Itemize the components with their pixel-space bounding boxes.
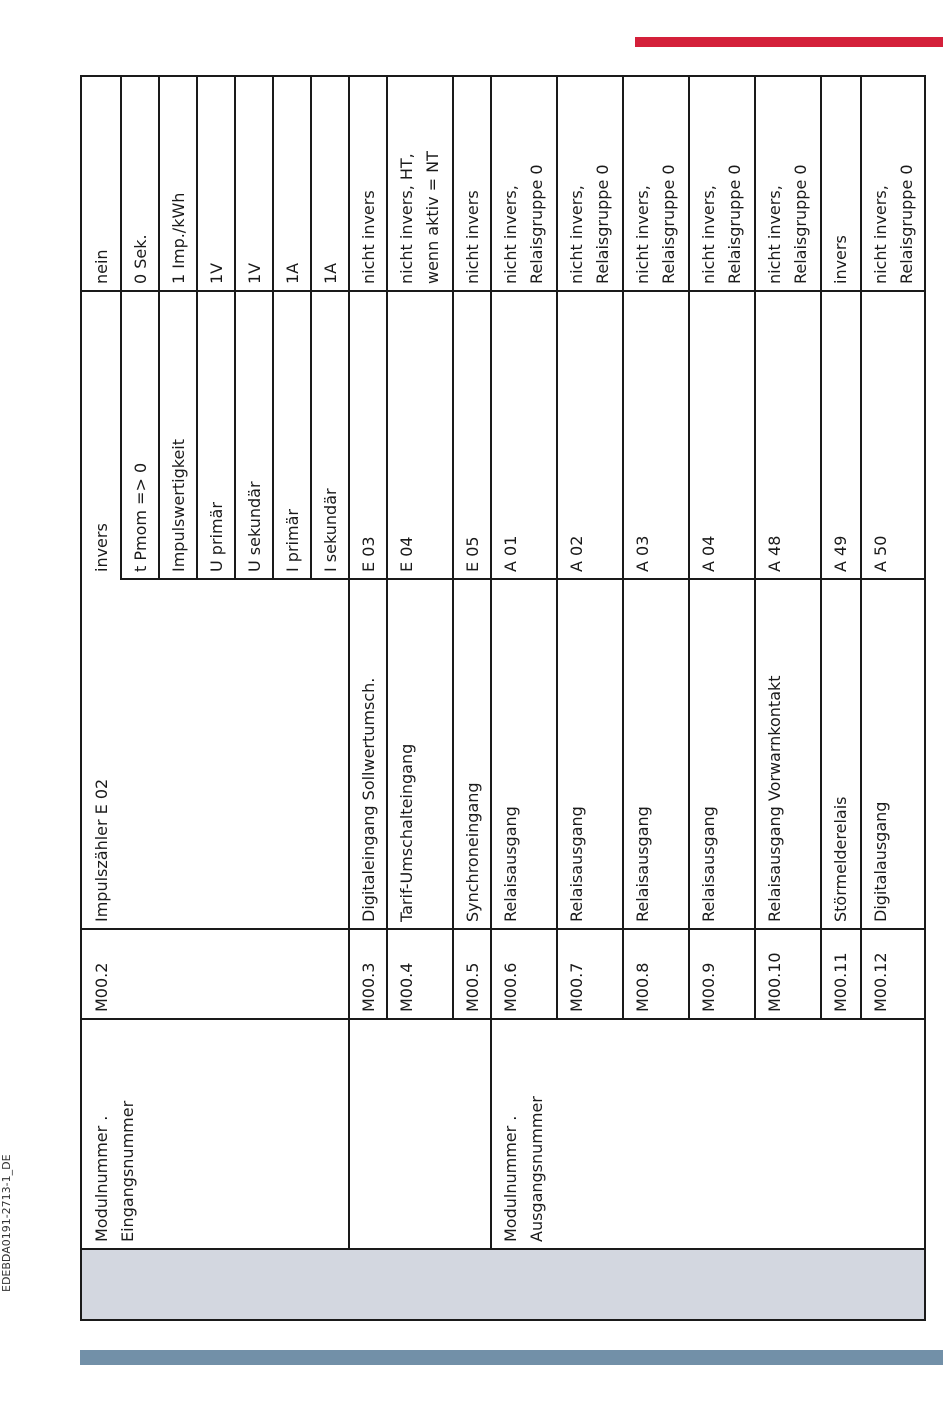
description-cell xyxy=(820,578,860,928)
description-cell-text: Relaisausgang xyxy=(501,806,520,922)
id-cell xyxy=(556,290,622,578)
description-cell xyxy=(452,578,490,928)
id-cell-text: A 48 xyxy=(765,535,784,572)
id-cell-text: A 04 xyxy=(699,535,718,572)
id-cell xyxy=(622,290,688,578)
module-cell-text: M00.2 xyxy=(92,962,111,1012)
module-cell xyxy=(688,928,754,1018)
value-cell xyxy=(310,76,348,290)
id-cell-text: A 02 xyxy=(567,535,586,572)
module-cell xyxy=(348,928,386,1018)
value-cell-text: 1 Imp./kWh xyxy=(169,192,188,284)
value-cell xyxy=(158,76,196,290)
module-cell xyxy=(556,928,622,1018)
header-accent-bar xyxy=(635,37,943,47)
group-label-cell xyxy=(81,1018,490,1248)
module-cell-text: M00.6 xyxy=(501,962,520,1012)
id-cell-text: A 01 xyxy=(501,535,520,572)
description-cell-text: Relaisausgang xyxy=(567,806,586,922)
id-cell xyxy=(120,290,158,578)
value-cell-text: nicht invers, Relaisgruppe 0 xyxy=(765,164,810,284)
value-cell xyxy=(490,76,556,290)
id-cell xyxy=(196,290,234,578)
value-cell-text: nicht invers, HT, wenn aktiv = NT xyxy=(397,151,442,284)
module-cell xyxy=(820,928,860,1018)
id-cell-text: U primär xyxy=(207,502,226,572)
value-cell-text: nicht invers xyxy=(359,190,378,284)
description-cell-text: Störmelderelais xyxy=(831,796,850,922)
id-cell-text: A 03 xyxy=(633,535,652,572)
group-label-cell-text: Modulnummer . Eingangsnummer xyxy=(92,1100,137,1242)
id-cell xyxy=(234,290,272,578)
module-cell xyxy=(81,928,348,1018)
id-cell-text: A 49 xyxy=(831,535,850,572)
module-cell-text: M00.3 xyxy=(359,962,378,1012)
value-cell-text: nicht invers, Relaisgruppe 0 xyxy=(871,164,916,284)
description-cell-text: Relaisausgang xyxy=(633,806,652,922)
id-cell-text: Impulswertigkeit xyxy=(169,438,188,572)
value-cell xyxy=(272,76,310,290)
description-cell-text: Relaisausgang xyxy=(699,806,718,922)
value-cell-text: 1V xyxy=(207,262,226,284)
description-cell xyxy=(622,578,688,928)
id-cell-text: t Pmom => 0 xyxy=(131,462,150,572)
value-cell xyxy=(556,76,622,290)
id-cell xyxy=(386,290,452,578)
description-cell xyxy=(348,578,386,928)
band-line xyxy=(81,1248,924,1250)
value-cell xyxy=(234,76,272,290)
id-cell xyxy=(452,290,490,578)
description-cell-text: Synchroneingang xyxy=(463,782,482,922)
id-cell-text: I primär xyxy=(283,509,302,572)
id-cell xyxy=(754,290,820,578)
description-cell-text: Impulszähler E 02 xyxy=(92,778,111,922)
module-cell-text: M00.10 xyxy=(765,952,784,1012)
description-cell xyxy=(490,578,556,928)
module-cell-text: M00.4 xyxy=(397,962,416,1012)
module-cell xyxy=(386,928,452,1018)
id-cell xyxy=(820,290,860,578)
module-cell xyxy=(452,928,490,1018)
value-cell xyxy=(386,76,452,290)
id-cell xyxy=(272,290,310,578)
module-cell-text: M00.12 xyxy=(871,952,890,1012)
group-label-cell xyxy=(490,1018,924,1248)
module-cell xyxy=(754,928,820,1018)
description-cell xyxy=(556,578,622,928)
id-cell-text: I sekundär xyxy=(321,488,340,572)
module-cell-text: M00.7 xyxy=(567,962,586,1012)
description-cell xyxy=(81,578,348,928)
module-cell-text: M00.8 xyxy=(633,962,652,1012)
value-cell xyxy=(452,76,490,290)
module-cell-text: M00.5 xyxy=(463,962,482,1012)
value-cell-text: 1A xyxy=(283,262,302,284)
id-cell-text: U sekundär xyxy=(245,481,264,572)
value-cell-text: 1A xyxy=(321,262,340,284)
value-cell-text: nein xyxy=(92,249,111,284)
value-cell-text: 1V xyxy=(245,262,264,284)
value-cell-text: nicht invers, Relaisgruppe 0 xyxy=(501,164,546,284)
value-cell xyxy=(754,76,820,290)
value-cell xyxy=(196,76,234,290)
module-cell-text: M00.11 xyxy=(831,952,850,1012)
id-cell-text: E 03 xyxy=(359,536,378,572)
value-cell xyxy=(348,76,386,290)
group-label-cell-text: Modulnummer . Ausgangsnummer xyxy=(501,1096,546,1242)
footer-bar xyxy=(80,1350,943,1365)
value-cell-text: nicht invers, Relaisgruppe 0 xyxy=(633,164,678,284)
value-cell xyxy=(820,76,860,290)
description-cell-text: Relaisausgang Vorwarnkontakt xyxy=(765,675,784,922)
description-cell xyxy=(688,578,754,928)
module-cell-text: M00.9 xyxy=(699,962,718,1012)
description-cell xyxy=(754,578,820,928)
module-cell xyxy=(622,928,688,1018)
description-cell xyxy=(860,578,924,928)
id-cell xyxy=(158,290,196,578)
value-cell-text: invers xyxy=(831,235,850,284)
value-cell-text: nicht invers, Relaisgruppe 0 xyxy=(699,164,744,284)
id-cell-text: E 04 xyxy=(397,536,416,572)
id-cell xyxy=(688,290,754,578)
module-cell xyxy=(490,928,556,1018)
value-cell-text: nicht invers, Relaisgruppe 0 xyxy=(567,164,612,284)
description-cell-text: Tarif-Umschalteingang xyxy=(397,743,416,922)
value-cell-text: 0 Sek. xyxy=(131,234,150,284)
description-cell-text: Digitaleingang Sollwertumsch. xyxy=(359,677,378,922)
description-cell-text: Digitalausgang xyxy=(871,801,890,922)
value-cell xyxy=(688,76,754,290)
id-cell-text: invers xyxy=(92,523,111,572)
description-cell xyxy=(386,578,452,928)
id-cell xyxy=(348,290,386,578)
value-cell xyxy=(622,76,688,290)
id-cell-text: E 05 xyxy=(463,536,482,572)
value-cell xyxy=(81,76,120,290)
id-cell xyxy=(81,290,120,578)
id-cell xyxy=(490,290,556,578)
value-cell xyxy=(120,76,158,290)
id-cell-text: A 50 xyxy=(871,535,890,572)
document-code: EDEBDA0191-2713-1_DE xyxy=(0,1154,13,1292)
id-cell xyxy=(310,290,348,578)
id-cell xyxy=(860,290,924,578)
value-cell-text: nicht invers xyxy=(463,190,482,284)
value-cell xyxy=(860,76,924,290)
module-cell xyxy=(860,928,924,1018)
